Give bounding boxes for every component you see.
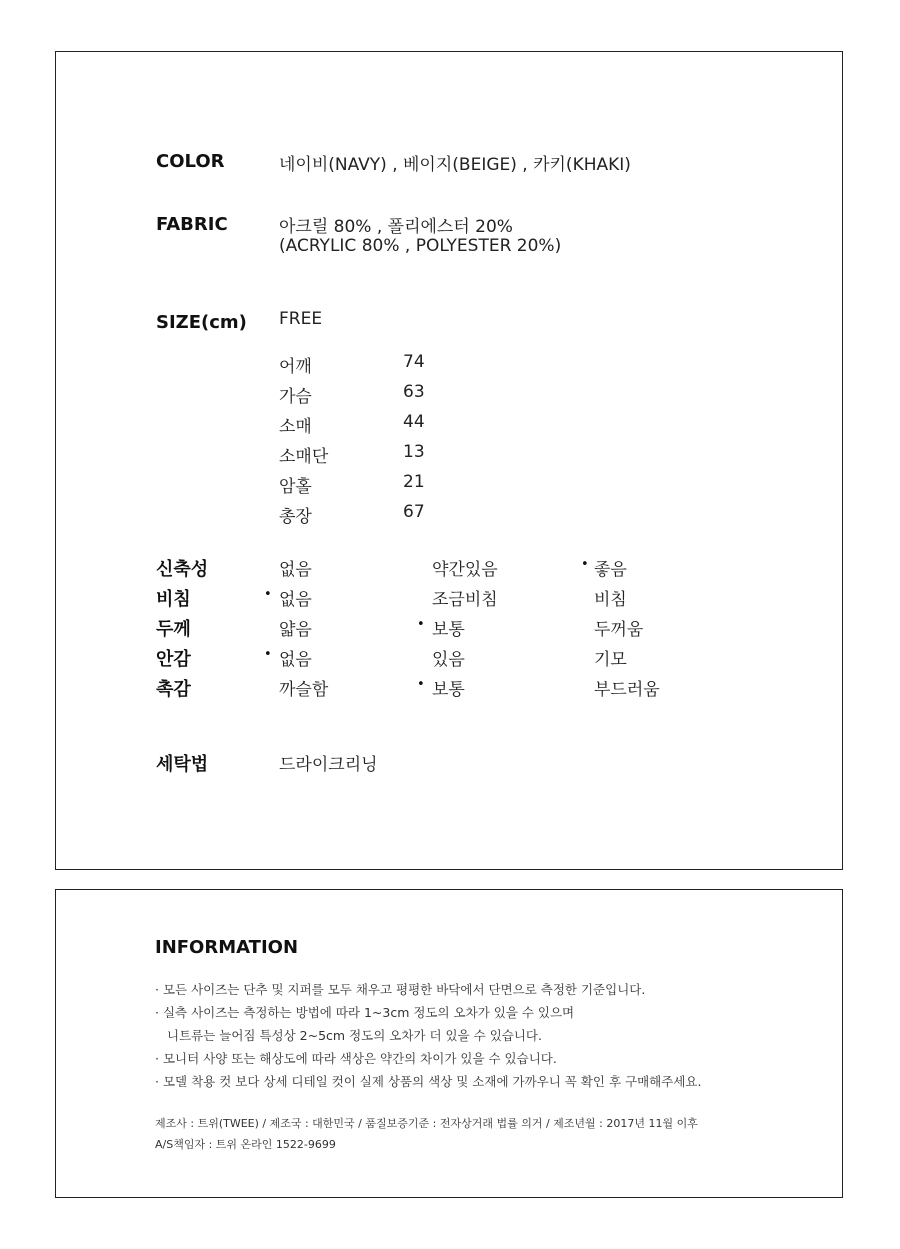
size-row-name: 총장 <box>279 507 312 527</box>
size-row-value: 13 <box>403 442 425 462</box>
selected-bullet-icon: • <box>417 677 425 692</box>
color-label: COLOR <box>156 151 225 172</box>
selected-bullet-icon: • <box>581 557 589 572</box>
feature-option: 조금비침 <box>432 590 498 610</box>
manufacturer-info: 제조사 : 트위(TWEE) / 제조국 : 대한민국 / 품질보증기준 : 전자상거래 법률 의거 / 제조년월 : 2017년 11월 이후 <box>155 1117 698 1130</box>
feature-option: 기모 <box>594 650 627 670</box>
size-row-value: 44 <box>403 412 425 432</box>
selected-bullet-icon: • <box>417 617 425 632</box>
as-contact-info: A/S책임자 : 트위 온라인 1522-9699 <box>155 1138 336 1151</box>
fabric-value-line1: 아크릴 80% , 폴리에스터 20% <box>279 217 513 237</box>
product-spec-panel <box>55 51 843 870</box>
size-row-value: 63 <box>403 382 425 402</box>
size-value: FREE <box>279 309 323 329</box>
information-line: · 실측 사이즈는 측정하는 방법에 따라 1~3cm 정도의 오차가 있을 수 있으며 <box>155 1005 575 1020</box>
feature-label: 두께 <box>156 619 191 640</box>
size-row-value: 74 <box>403 352 425 372</box>
washing-value: 드라이크리닝 <box>279 755 378 775</box>
information-title: INFORMATION <box>155 937 299 958</box>
feature-label: 신축성 <box>156 559 209 580</box>
feature-option: 얇음 <box>279 620 312 640</box>
feature-option-selected: 없음 <box>279 590 312 610</box>
feature-label: 촉감 <box>156 679 191 700</box>
size-label: SIZE(cm) <box>156 312 247 333</box>
feature-option: 까슬함 <box>279 680 329 700</box>
feature-label: 비침 <box>156 589 191 610</box>
information-line: · 모니터 사양 또는 해상도에 따라 색상은 약간의 차이가 있을 수 있습니다. <box>155 1051 557 1066</box>
feature-option-selected: 보통 <box>432 620 465 640</box>
information-panel <box>55 889 843 1198</box>
size-row-value: 21 <box>403 472 425 492</box>
size-row-name: 가슴 <box>279 387 312 407</box>
size-row-name: 소매 <box>279 417 312 437</box>
information-line: · 모델 착용 컷 보다 상세 디테일 컷이 실제 상품의 색상 및 소재에 가까우니 꼭 확인 후 구매해주세요. <box>155 1074 702 1089</box>
feature-label: 안감 <box>156 649 191 670</box>
feature-option: 약간있음 <box>432 560 498 580</box>
feature-option-selected: 좋음 <box>594 560 627 580</box>
selected-bullet-icon: • <box>264 647 272 662</box>
washing-label: 세탁법 <box>156 754 209 775</box>
size-row-value: 67 <box>403 502 425 522</box>
color-value: 네이비(NAVY) , 베이지(BEIGE) , 카키(KHAKI) <box>279 155 631 175</box>
information-line: · 모든 사이즈는 단추 및 지퍼를 모두 채우고 평평한 바닥에서 단면으로 측정한 기준입니다. <box>155 982 646 997</box>
information-line: 니트류는 늘어짐 특성상 2~5cm 정도의 오차가 더 있을 수 있습니다. <box>167 1028 542 1043</box>
feature-option: 두꺼움 <box>594 620 644 640</box>
feature-option: 없음 <box>279 560 312 580</box>
size-row-name: 소매단 <box>279 447 329 467</box>
feature-option: 비침 <box>594 590 627 610</box>
feature-option-selected: 보통 <box>432 680 465 700</box>
size-row-name: 암홀 <box>279 477 312 497</box>
selected-bullet-icon: • <box>264 587 272 602</box>
feature-option: 있음 <box>432 650 465 670</box>
fabric-value-line2: (ACRYLIC 80% , POLYESTER 20%) <box>279 236 562 256</box>
feature-option: 부드러움 <box>594 680 660 700</box>
fabric-label: FABRIC <box>156 214 228 235</box>
size-row-name: 어깨 <box>279 357 312 377</box>
feature-option-selected: 없음 <box>279 650 312 670</box>
